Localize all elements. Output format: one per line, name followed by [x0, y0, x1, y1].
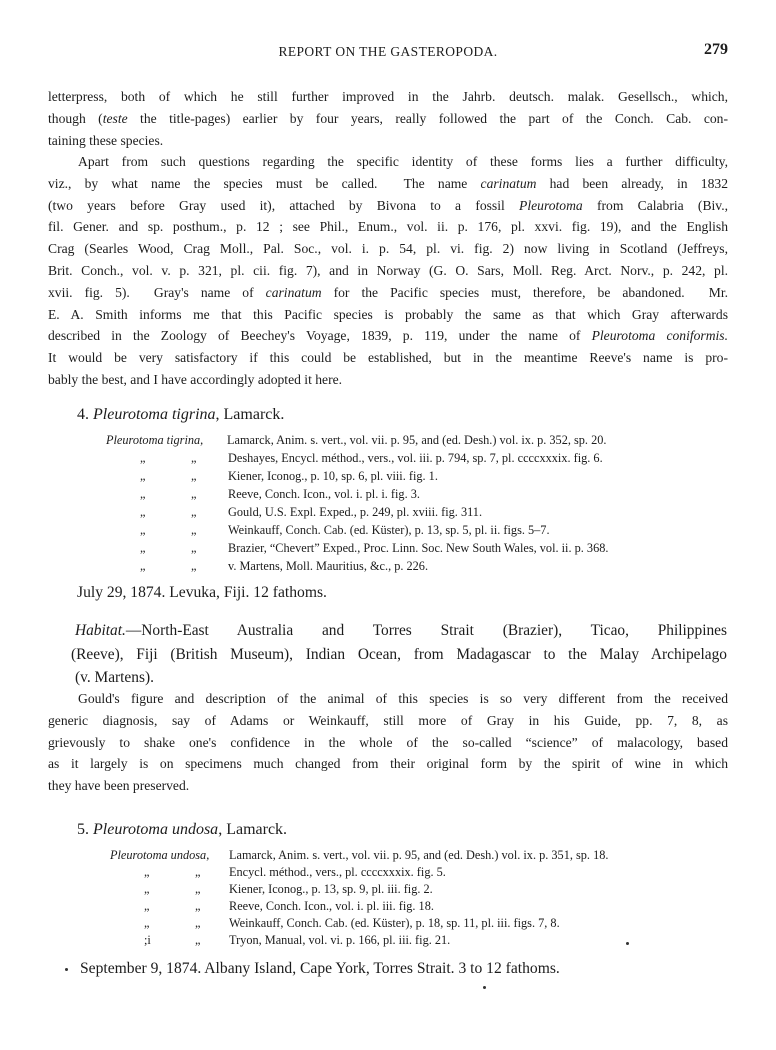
text-line: viz., by what name the species must be called. The name carinatum had been already, in 1832: [48, 175, 728, 191]
print-speck: [626, 942, 629, 945]
species-author: , Lamarck.: [218, 821, 288, 838]
ditto-mark: „: [195, 933, 201, 947]
ditto-mark: „: [140, 469, 146, 483]
page-number: 279: [704, 41, 728, 58]
synonym-name: Pleurotoma undosa,: [110, 848, 210, 862]
text-line: (Reeve), Fiji (British Museum), Indian Ocean, from Madagascar to the Malay Archipelago: [71, 645, 727, 663]
species-heading-4: [77, 406, 284, 424]
ditto-mark: „: [144, 899, 150, 913]
synonym-reference: Kiener, Iconog., p. 10, sp. 6, pl. viii. fig. 1.: [228, 469, 438, 483]
text-line: fil. Gener. and sp. posthum., p. 12 ; see Phil., Enum., vol. ii. p. 176, pl. xxvi. fig. 19), and the English: [48, 219, 728, 235]
ditto-mark: „: [195, 865, 201, 879]
paragraph-gould-note: [48, 688, 728, 797]
text-line: It would be very satisfactory if this could be established, but in the meantime Reeve's name is pro-: [48, 350, 728, 366]
text-line: generic diagnosis, say of Adams or Weinkauff, still more of Gray in his Guide, pp. 7, 8, as: [48, 712, 728, 728]
ditto-mark: „: [140, 541, 146, 555]
text-line: letterpress, both of which he still further improved in the Jahrb. deutsch. malak. Gesellsch., which,: [48, 89, 728, 104]
ditto-mark: „: [144, 865, 150, 879]
synonym-reference: Lamarck, Anim. s. vert., vol. vii. p. 95, and (ed. Desh.) vol. ix. p. 351, sp. 18.: [229, 848, 609, 862]
ditto-mark: „: [144, 882, 150, 896]
text-line: as it largely is on specimens much changed from their original form by the spirit of wine in which: [48, 756, 728, 772]
text-line: they have been preserved.: [48, 778, 190, 794]
station-record-5: September 9, 1874. Albany Island, Cape York, Torres Strait. 3 to 12 fathoms.: [80, 960, 560, 977]
synonym-reference: Weinkauff, Conch. Cab. (ed. Küster), p. 18, sp. 11, pl. iii. figs. 7, 8.: [229, 916, 560, 930]
text-line: (two years before Gray used it), attached by Bivona to a fossil Pleurotoma from Calabria (Biv.,: [48, 197, 729, 213]
synonym-reference: Brazier, “Chevert” Exped., Proc. Linn. Soc. New South Wales, vol. ii. p. 368.: [228, 541, 609, 555]
synonym-reference: Reeve, Conch. Icon., vol. i. pl. i. fig. 3.: [228, 487, 420, 501]
species-heading-5: [77, 821, 287, 839]
page-header: [48, 41, 728, 64]
habitat-paragraph: [71, 619, 727, 690]
ditto-mark: „: [195, 916, 201, 930]
ditto-mark: „: [144, 916, 150, 930]
species-number: 4.: [77, 406, 89, 423]
synonym-reference: Gould, U.S. Expl. Exped., p. 249, pl. xviii. fig. 311.: [228, 505, 483, 519]
text-line: grievously to shake one's confidence in the whole of the so-called “science” of malacology, based: [48, 734, 728, 750]
synonym-reference: v. Martens, Moll. Mauritius, &c., p. 226.: [228, 559, 429, 573]
species-name: Pleurotoma undosa: [93, 821, 219, 838]
print-speck: [483, 986, 486, 989]
text-line: described in the Zoology of Beechey's Voyage, 1839, p. 119, under the name of Pleurotoma coniformis.: [48, 328, 728, 344]
text-line: (v. Martens).: [75, 669, 154, 686]
ditto-mark: „: [140, 451, 146, 465]
print-speck: [65, 968, 68, 971]
text-line: Gould's figure and description of the animal of this species is so very different from the received: [78, 691, 728, 706]
text-line: xvii. fig. 5). Gray's name of carinatum for the Pacific species must, therefore, be abandoned. Mr.: [48, 284, 728, 300]
ditto-mark: „: [140, 559, 146, 573]
text-line: Crag (Searles Wood, Crag Moll., Pal. Soc., vol. i. p. 54, pl. vi. fig. 2) now living in Scotland (Jeffreys,: [48, 241, 728, 257]
ditto-mark: „: [195, 899, 201, 913]
ditto-mark: „: [195, 882, 201, 896]
synonym-reference: Tryon, Manual, vol. vi. p. 166, pl. iii. fig. 21.: [229, 933, 451, 947]
ditto-mark: „: [191, 451, 197, 465]
species-name: Pleurotoma tigrina: [93, 406, 216, 423]
ditto-mark: „: [191, 487, 197, 501]
ditto-mark: „: [191, 469, 197, 483]
text-line: Brit. Conch., vol. v. p. 321, pl. cii. fig. 7), and in Norway (G. O. Sars, Moll. Reg. Arct. Norv., p. 242, pl.: [48, 262, 728, 278]
synonym-reference: Weinkauff, Conch. Cab. (ed. Küster), p. 13, sp. 5, pl. ii. figs. 5–7.: [228, 523, 550, 537]
paragraph-name-discussion: [48, 151, 728, 391]
species-number: 5.: [77, 821, 89, 838]
ditto-mark: ;i: [144, 933, 151, 947]
paragraph-continuation: [48, 86, 728, 151]
text-line: E. A. Smith informs me that this Pacific species is probably the same as that which Gray afterwards: [48, 306, 728, 322]
running-title: REPORT ON THE GASTEROPODA.: [278, 44, 498, 59]
ditto-mark: „: [140, 487, 146, 501]
ditto-mark: „: [140, 505, 146, 519]
species-author: , Lamarck.: [215, 406, 285, 423]
synonym-reference: Reeve, Conch. Icon., vol. i. pl. iii. fig. 18.: [229, 899, 434, 913]
text-line: [75, 619, 727, 643]
text-line: though (teste the title-pages) earlier by four years, really followed the part of the Conch. Cab. con-: [48, 110, 728, 126]
ditto-mark: „: [191, 523, 197, 537]
synonym-name: Pleurotoma tigrina,: [106, 433, 204, 447]
text-line: taining these species.: [48, 132, 164, 148]
text-line: Apart from such questions regarding the specific identity of these forms lies a further difficulty,: [78, 154, 728, 169]
synonym-reference: Lamarck, Anim. s. vert., vol. vii. p. 95, and (ed. Desh.) vol. ix. p. 352, sp. 20.: [227, 433, 607, 447]
ditto-mark: „: [140, 523, 146, 537]
habitat-text: —North-East Australia and Torres Strait (Brazier), Ticao, Philippines: [125, 622, 727, 639]
text-line: bably the best, and I have accordingly adopted it here.: [48, 371, 343, 387]
ditto-mark: „: [191, 505, 197, 519]
ditto-mark: „: [191, 541, 197, 555]
habitat-label: Habitat.: [75, 622, 126, 639]
synonym-reference: Kiener, Iconog., p. 13, sp. 9, pl. iii. fig. 2.: [229, 882, 433, 896]
synonym-reference: Deshayes, Encycl. méthod., vers., vol. iii. p. 794, sp. 7, pl. ccccxxxix. fig. 6.: [228, 451, 603, 465]
synonym-reference: Encycl. méthod., vers., pl. ccccxxxix. fig. 5.: [229, 865, 446, 879]
station-record-4: July 29, 1874. Levuka, Fiji. 12 fathoms.: [77, 584, 327, 601]
ditto-mark: „: [191, 559, 197, 573]
